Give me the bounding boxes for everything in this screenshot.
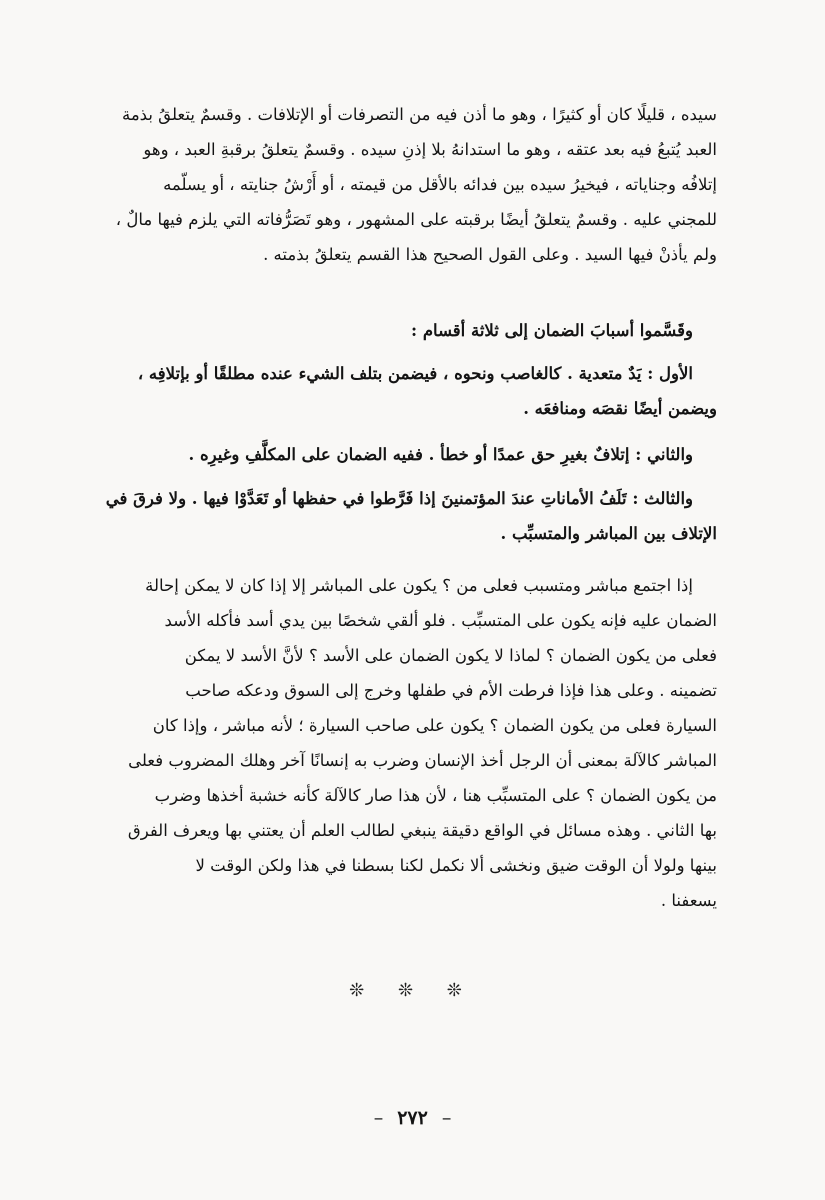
text-line: فعلى من يكون الضمان ؟ لماذا لا يكون الضمان على الأسد ؟ لأنَّ الأسد لا يمكن bbox=[184, 646, 717, 665]
text-line: والثالث : تَلَفُ الأماناتِ عندَ المؤتمنينَ إذا فَرَّطوا في حفظها أو تَعَدَّوْا فيها . ولا فرقَ في bbox=[105, 489, 693, 508]
text-line: والثاني : إتلافٌ بغيرِ حق عمدًا أو خطأ . ففيه الضمان على المكلَّفِ وغيرِه . bbox=[188, 445, 693, 464]
text-line: بها الثاني . وهذه مسائل في الواقع دقيقة ينبغي لطالب العلم أن يعتني بها ويعرف الفرق bbox=[127, 821, 717, 840]
text-line: للمجني عليه . وقسمٌ يتعلقُ أيضًا برقبته على المشهور ، وهو تَصَرُّفاته التي يلزم فيها مالٌ ، bbox=[115, 210, 717, 229]
text-line: الضمان عليه فإنه يكون على المتسبِّب . فلو ألقي شخصًا بين يدي أسد فأكله الأسد bbox=[164, 611, 717, 630]
text-line: الأول : يَدٌ متعدية . كالغاصب ونحوه ، فيضمن بتلف الشيء عنده مطلقًا أو بإتلافِه ، bbox=[137, 364, 693, 383]
page-number bbox=[0, 1107, 825, 1129]
text-line: ولم يأذنْ فيها السيد . وعلى القول الصحيح هذا القسم يتعلقُ بذمته . bbox=[263, 245, 717, 264]
cause-second bbox=[100, 437, 717, 472]
text-line: إتلافُه وجناياته ، فيخيرُ سيده بين فدائه بالأقل من قيمته ، أو أَرْشُ جنايته ، أو يسلّمه bbox=[163, 175, 717, 194]
text-line: السيارة فعلى من يكون الضمان ؟ يكون على صاحب السيارة ؛ لأنه مباشر ، وإذا كان bbox=[152, 716, 717, 735]
page-number-dash-right: – bbox=[441, 1107, 452, 1129]
text-line: تضمينه . وعلى هذا فإذا فرطت الأم في طفلها وخرج إلى السوق ودعكه صاحب bbox=[185, 681, 717, 700]
text-line: سيده ، قليلًا كان أو كثيرًا ، وهو ما أذن فيه من التصرفات أو الإتلافات . وقسمٌ يتعلقُ بذمة bbox=[122, 105, 717, 124]
text-line: الإتلاف بين المباشر والمتسبِّب . bbox=[500, 524, 717, 543]
commentary-paragraph bbox=[100, 568, 717, 918]
cause-third bbox=[100, 481, 717, 551]
cause-first bbox=[100, 356, 717, 426]
text-line: المباشر كالآلة بمعنى أن الرجل أخذ الإنسان وضرب به إنسانًا آخر وهلك المضروب فعلى bbox=[128, 751, 717, 770]
text-line: ويضمن أيضًا نقصَه ومنافعَه . bbox=[523, 399, 717, 418]
text-line: بينها ولولا أن الوقت ضيق ونخشى ألا نكمل لكنا بسطنا في هذا ولكن الوقت لا bbox=[195, 856, 717, 875]
section-separator: ❊ ❊ ❊ bbox=[349, 980, 476, 1001]
page-number-dash-left: – bbox=[373, 1107, 384, 1129]
text-line: إذا اجتمع مباشر ومتسبب فعلى من ؟ يكون على المباشر إلا إذا كان لا يمكن إحالة bbox=[145, 576, 693, 595]
text-line: يسعفنا . bbox=[660, 891, 717, 910]
heading-line: وقَسَّموا أسبابَ الضمان إلى ثلاثة أقسام : bbox=[410, 321, 693, 340]
text-line: من يكون الضمان ؟ على المتسبِّب هنا ، لأن هذا صار كالآلة كأنه خشبة أخذها وضرب bbox=[154, 786, 717, 805]
text-line: العبد يُتبعُ فيه بعد عتقه ، وهو ما استدانهُ بلا إذنِ سيده . وقسمٌ يتعلقُ برقبةِ العبد ، وهو bbox=[143, 140, 717, 159]
intro-paragraph bbox=[100, 97, 717, 272]
page-number-value: ٢٧٢ bbox=[397, 1107, 428, 1129]
causes-heading bbox=[100, 313, 717, 348]
